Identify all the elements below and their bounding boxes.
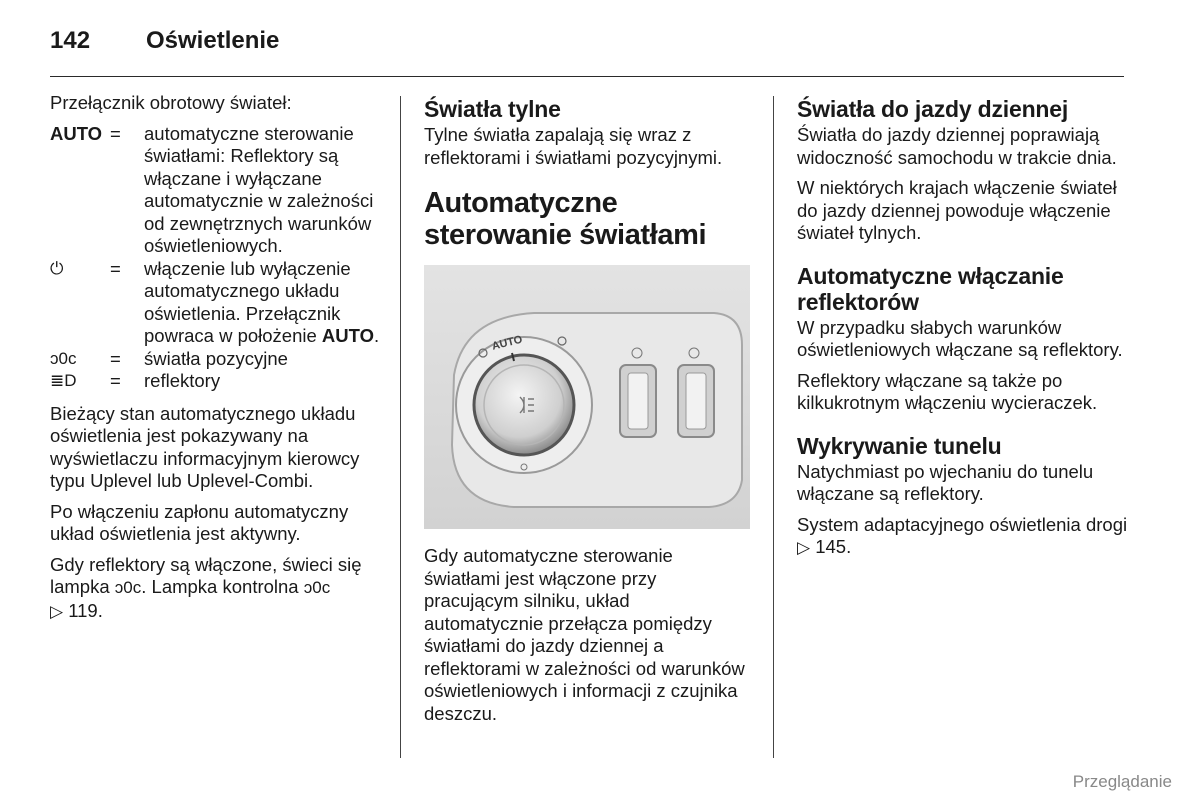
paragraph-auto-headlights-1: W przypadku słabych warunków oświetleniowych włączane są reflektory. <box>797 316 1123 360</box>
definition-text-part: włączenie lub wyłączenie automatycznego układu oświetlenia. Przełącznik powraca w położenie <box>144 257 351 346</box>
paragraph-auto-headlights-2: Reflektory włączane są także po kilkukrotnym włączeniu wycieraczek. <box>797 369 1098 413</box>
heading-auto-headlights: Automatyczne włączanie reflektorów <box>797 262 1064 315</box>
switch-intro: Przełącznik obrotowy świateł: <box>50 92 292 113</box>
paragraph-ignition: Po włączeniu zapłonu automatyczny układ oświetlenia jest aktywny. <box>50 500 349 544</box>
paragraph-lamp <box>50 554 385 624</box>
definition-text-end: . <box>374 325 380 346</box>
thumbwheel-left-roller <box>628 373 648 429</box>
definition-equals: = <box>110 122 121 144</box>
definition-power <box>50 258 385 348</box>
heading-tail-lights: Światła tylne <box>424 96 561 122</box>
definition-auto <box>50 123 385 258</box>
page-header <box>50 24 1124 77</box>
paragraph-tail-lights: Tylne światła zapalają się wraz z reflektorami i światłami pozycyjnymi. <box>424 124 723 168</box>
column-right <box>797 92 1137 568</box>
definition-text: reflektory <box>144 370 221 391</box>
power-icon: ⏻ <box>50 258 64 278</box>
paragraph-tunnel-text: System adaptacyjnego oświetlenia drogi <box>797 513 1128 535</box>
column-left <box>50 92 385 631</box>
headlights-icon: ≣D <box>50 371 77 390</box>
parking-lights-icon: ᴐ0ᴄ <box>114 578 142 597</box>
page-number: 142 <box>50 27 91 54</box>
heading-tunnel-detection: Wykrywanie tunelu <box>797 432 1002 459</box>
paragraph-auto-lights: Gdy automatyczne sterowanie światłami jest włączone przy pracującym silniku, układ automatycznie przełącza pomiędzy światłami do jazdy dziennej a reflektorami w zależności od warunków oświetleniowych i informacji z czujnika deszczu. <box>424 545 745 724</box>
figure-auto-label: AUTO <box>490 333 524 353</box>
parking-lights-icon: ᴐ0ᴄ <box>50 348 77 368</box>
definition-term: AUTO <box>50 122 103 144</box>
page-reference-arrow-icon[interactable]: ▷ <box>797 538 811 557</box>
thumbwheel-right-roller <box>686 373 706 429</box>
light-switch-figure <box>424 265 750 529</box>
page-title: Oświetlenie <box>146 27 280 54</box>
heading-auto-lights: Automatyczne sterowanie światłami <box>424 187 707 251</box>
page-reference[interactable]: 145. <box>810 536 852 557</box>
paragraph-daytime-lights-2: W niektórych krajach włączenie świateł do jazdy dziennej powoduje włączenie świateł tylnych. <box>797 177 1117 243</box>
definition-list <box>50 123 385 393</box>
definition-text: światła pozycyjne <box>144 347 288 369</box>
paragraph-tunnel-2 <box>797 514 1137 560</box>
definition-equals: = <box>110 347 121 369</box>
definition-text: automatyczne sterowanie światłami: Reflektory są włączane i wyłączane automatycznie w zależności od zewnętrznych warunków oświetleniowych. <box>144 122 374 256</box>
definition-equals: = <box>110 370 121 391</box>
light-switch-illustration <box>424 265 750 529</box>
definition-headlights <box>50 370 385 393</box>
column-divider <box>773 96 774 758</box>
definition-parking-lights <box>50 348 385 371</box>
paragraph-tunnel-1: Natychmiast po wjechaniu do tunelu włączane są reflektory. <box>797 460 1094 504</box>
column-middle <box>424 92 754 733</box>
parking-lights-icon: ᴐ0ᴄ <box>303 578 331 597</box>
paragraph-status: Bieżący stan automatycznego układu oświetlenia jest pokazywany na wyświetlaczu informacyjnym kierowcy typu Uplevel lub Uplevel-Combi. <box>50 402 360 491</box>
paragraph-lamp-text: Gdy reflektory są włączone, świeci się lampka <box>50 553 362 597</box>
paragraph-daytime-lights-1: Światła do jazdy dziennej poprawiają widoczność samochodu w trakcie dnia. <box>797 124 1117 168</box>
browse-label[interactable]: Przeglądanie <box>1072 772 1172 791</box>
definition-equals: = <box>110 257 121 279</box>
page-reference-arrow-icon[interactable]: ▷ <box>50 601 64 621</box>
auto-label: AUTO <box>321 325 374 346</box>
definition-text <box>144 258 385 348</box>
page-reference[interactable]: 119. <box>63 599 103 621</box>
paragraph-lamp-text: . Lampka kontrolna <box>141 576 304 597</box>
column-divider <box>400 96 401 758</box>
heading-daytime-lights: Światła do jazdy dziennej <box>797 96 1069 122</box>
